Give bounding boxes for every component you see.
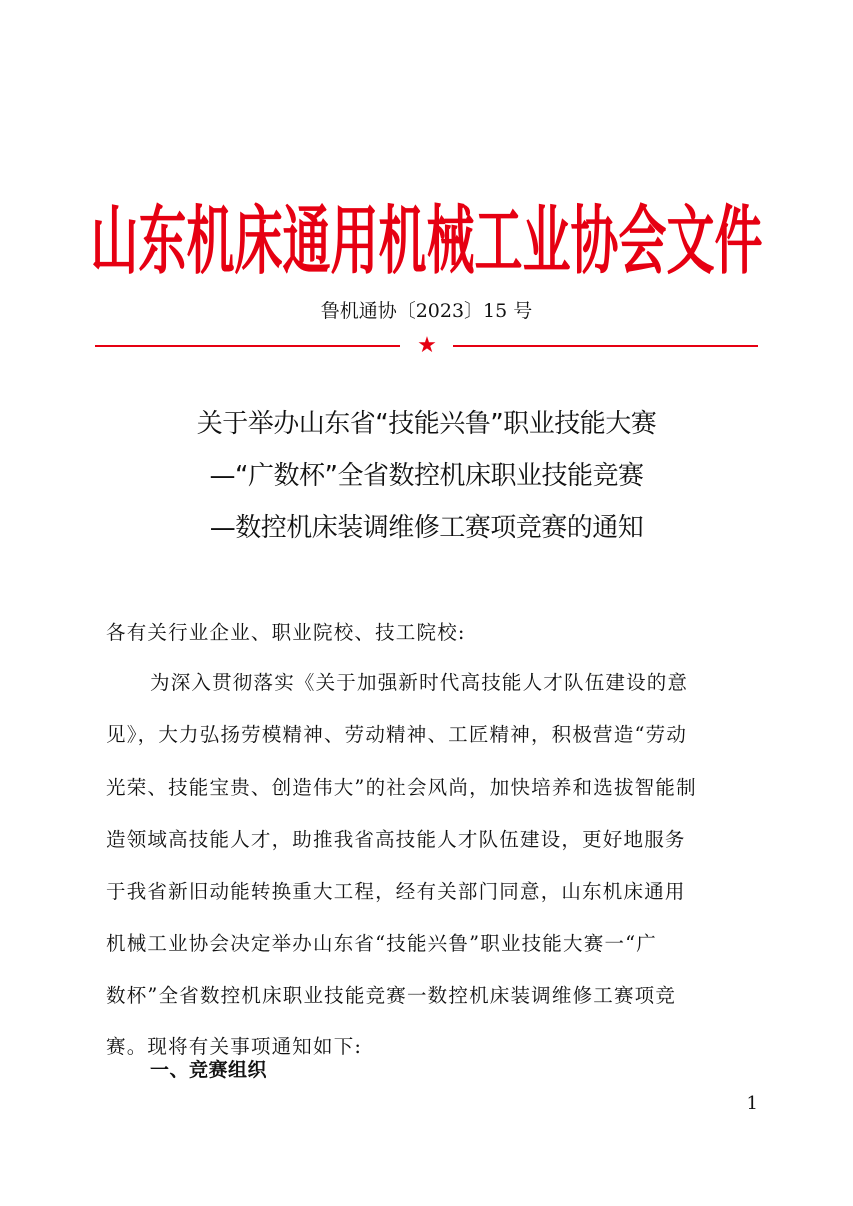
paragraph-line-4: 造领域高技能人才，助推我省高技能人才队伍建设，更好地服务 bbox=[106, 828, 686, 851]
paragraph-line-3: 光荣、技能宝贵、创造伟大”的社会风尚，加快培养和选拔智能制 bbox=[106, 776, 697, 799]
section-heading: 一、竞赛组织 bbox=[150, 1059, 268, 1081]
star-icon: ★ bbox=[417, 333, 437, 358]
title-line-1: 关于举办山东省“技能兴鲁”职业技能大赛 bbox=[196, 409, 657, 439]
salutation: 各有关行业企业、职业院校、技工院校: bbox=[106, 621, 466, 644]
title-line-2: —“广数杯”全省数控机床职业技能竞赛 bbox=[209, 461, 644, 491]
paragraph-line-7: 数杯”全省数控机床职业技能竞赛一数控机床装调维修工赛项竞 bbox=[106, 984, 677, 1007]
document-number: 鲁机通协〔2023〕15 号 bbox=[320, 300, 533, 322]
paragraph-line-5: 于我省新旧动能转换重大工程，经有关部门同意，山东机床通用 bbox=[106, 880, 686, 903]
paragraph-line-2: 见》，大力弘扬劳模精神、劳动精神、工匠精神，积极营造“劳动 bbox=[106, 723, 688, 746]
divider-right bbox=[453, 345, 758, 347]
masthead-title: 山东机床通用机械工业协会文件 bbox=[90, 198, 763, 286]
paragraph-line-6: 机械工业协会决定举办山东省“技能兴鲁”职业技能大赛一“广 bbox=[106, 932, 658, 955]
paragraph-line-1: 为深入贯彻落实《关于加强新时代高技能人才队伍建设的意 bbox=[150, 671, 689, 694]
paragraph-line-8: 赛。现将有关事项通知如下: bbox=[106, 1035, 363, 1058]
page-number: 1 bbox=[746, 1093, 758, 1114]
divider-left bbox=[95, 345, 400, 347]
title-line-3: —数控机床装调维修工赛项竞赛的通知 bbox=[209, 513, 644, 543]
